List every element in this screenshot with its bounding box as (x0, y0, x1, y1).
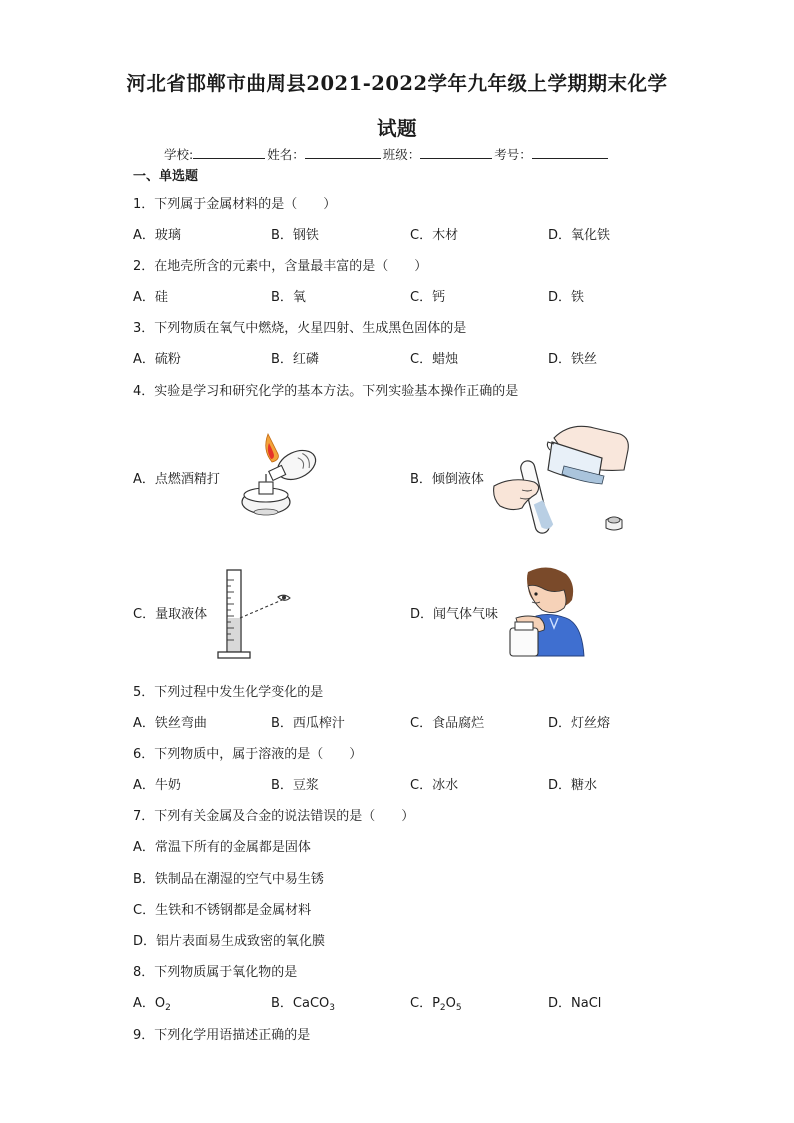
q8-option-a: A．$O_2$ (133, 996, 171, 1013)
smelling-gas-illustration (506, 566, 586, 658)
q5-option-c: C．食品腐烂 (410, 716, 485, 731)
exam-number-label: 考号： (494, 147, 532, 162)
question-9-stem: 9．下列化学用语描述正确的是 (133, 1028, 311, 1043)
school-label: 学校: (164, 147, 194, 162)
exam-number-blank[interactable] (532, 145, 608, 159)
pouring-liquid-illustration (492, 420, 642, 544)
q7-option-b: B．铁制品在潮湿的空气中易生锈 (133, 872, 324, 887)
graduated-cylinder-reading-illustration (216, 566, 296, 662)
class-blank[interactable] (420, 145, 492, 159)
q5-option-d: D．灯丝熔 (548, 716, 611, 731)
question-8-stem: 8．下列物质属于氧化物的是 (133, 965, 298, 980)
q5-option-a: A．铁丝弯曲 (133, 716, 207, 731)
section-heading: 一、单选题 (133, 169, 199, 184)
question-4-stem: 4．实验是学习和研究化学的基本方法。下列实验基本操作正确的是 (133, 384, 519, 399)
question-5-stem: 5．下列过程中发生化学变化的是 (133, 685, 324, 700)
q8-option-c: C．$P_2O_5$ (410, 996, 462, 1013)
q3-option-d: D．铁丝 (548, 352, 598, 367)
q3-option-b: B．红磷 (271, 352, 319, 367)
school-blank[interactable] (193, 145, 265, 159)
q3-option-c: C．蜡烛 (410, 352, 459, 367)
q6-option-c: C．冰水 (410, 778, 459, 793)
question-7-stem: 7．下列有关金属及合金的说法错误的是（ ） (133, 809, 415, 824)
q4-option-c: C．量取液体 (133, 607, 208, 622)
q8-option-d: D．NaCl (548, 996, 602, 1011)
name-label: 姓名： (267, 147, 305, 162)
name-blank[interactable] (305, 145, 381, 159)
exam-title-line-1: 河北省邯郸市曲周县2021-2022学年九年级上学期期末化学 (126, 72, 668, 95)
q2-option-d: D．铁 (548, 290, 585, 305)
q2-option-a: A．硅 (133, 290, 168, 305)
q7-option-a: A．常温下所有的金属都是固体 (133, 840, 311, 855)
class-label: 班级： (382, 147, 421, 162)
student-info-row (164, 145, 610, 163)
q6-option-b: B．豆浆 (271, 778, 319, 793)
q5-option-b: B．西瓜榨汁 (271, 716, 345, 731)
q4-option-d: D．闻气体气味 (410, 607, 499, 622)
q1-option-c: C．木材 (410, 228, 459, 243)
q6-option-a: A．牛奶 (133, 778, 181, 793)
q2-option-c: C．钙 (410, 290, 446, 305)
exam-title-line-2: 试题 (376, 117, 417, 140)
q1-option-d: D．氧化铁 (548, 228, 611, 243)
q7-option-c: C．生铁和不锈钢都是金属材料 (133, 903, 312, 918)
question-1-stem: 1．下列属于金属材料的是（ ） (133, 197, 337, 212)
question-2-stem: 2．在地壳所含的元素中，含量最丰富的是（ ） (133, 259, 428, 274)
alcohol-lamp-lighting-illustration (234, 432, 324, 522)
q8-option-b: B．CaCO$_3$ (271, 996, 336, 1013)
q7-option-d: D．铝片表面易生成致密的氧化膜 (133, 934, 326, 949)
q6-option-d: D．糖水 (548, 778, 598, 793)
q4-option-a: A．点燃酒精打 (133, 472, 220, 487)
question-3-stem: 3．下列物质在氧气中燃烧，火星四射、生成黑色固体的是 (133, 321, 467, 336)
q1-option-a: A．玻璃 (133, 228, 181, 243)
q4-option-b: B．倾倒液体 (410, 472, 484, 487)
q1-option-b: B．钢铁 (271, 228, 319, 243)
q2-option-b: B．氧 (271, 290, 306, 305)
q3-option-a: A．硫粉 (133, 352, 181, 367)
question-6-stem: 6．下列物质中，属于溶液的是（ ） (133, 747, 363, 762)
